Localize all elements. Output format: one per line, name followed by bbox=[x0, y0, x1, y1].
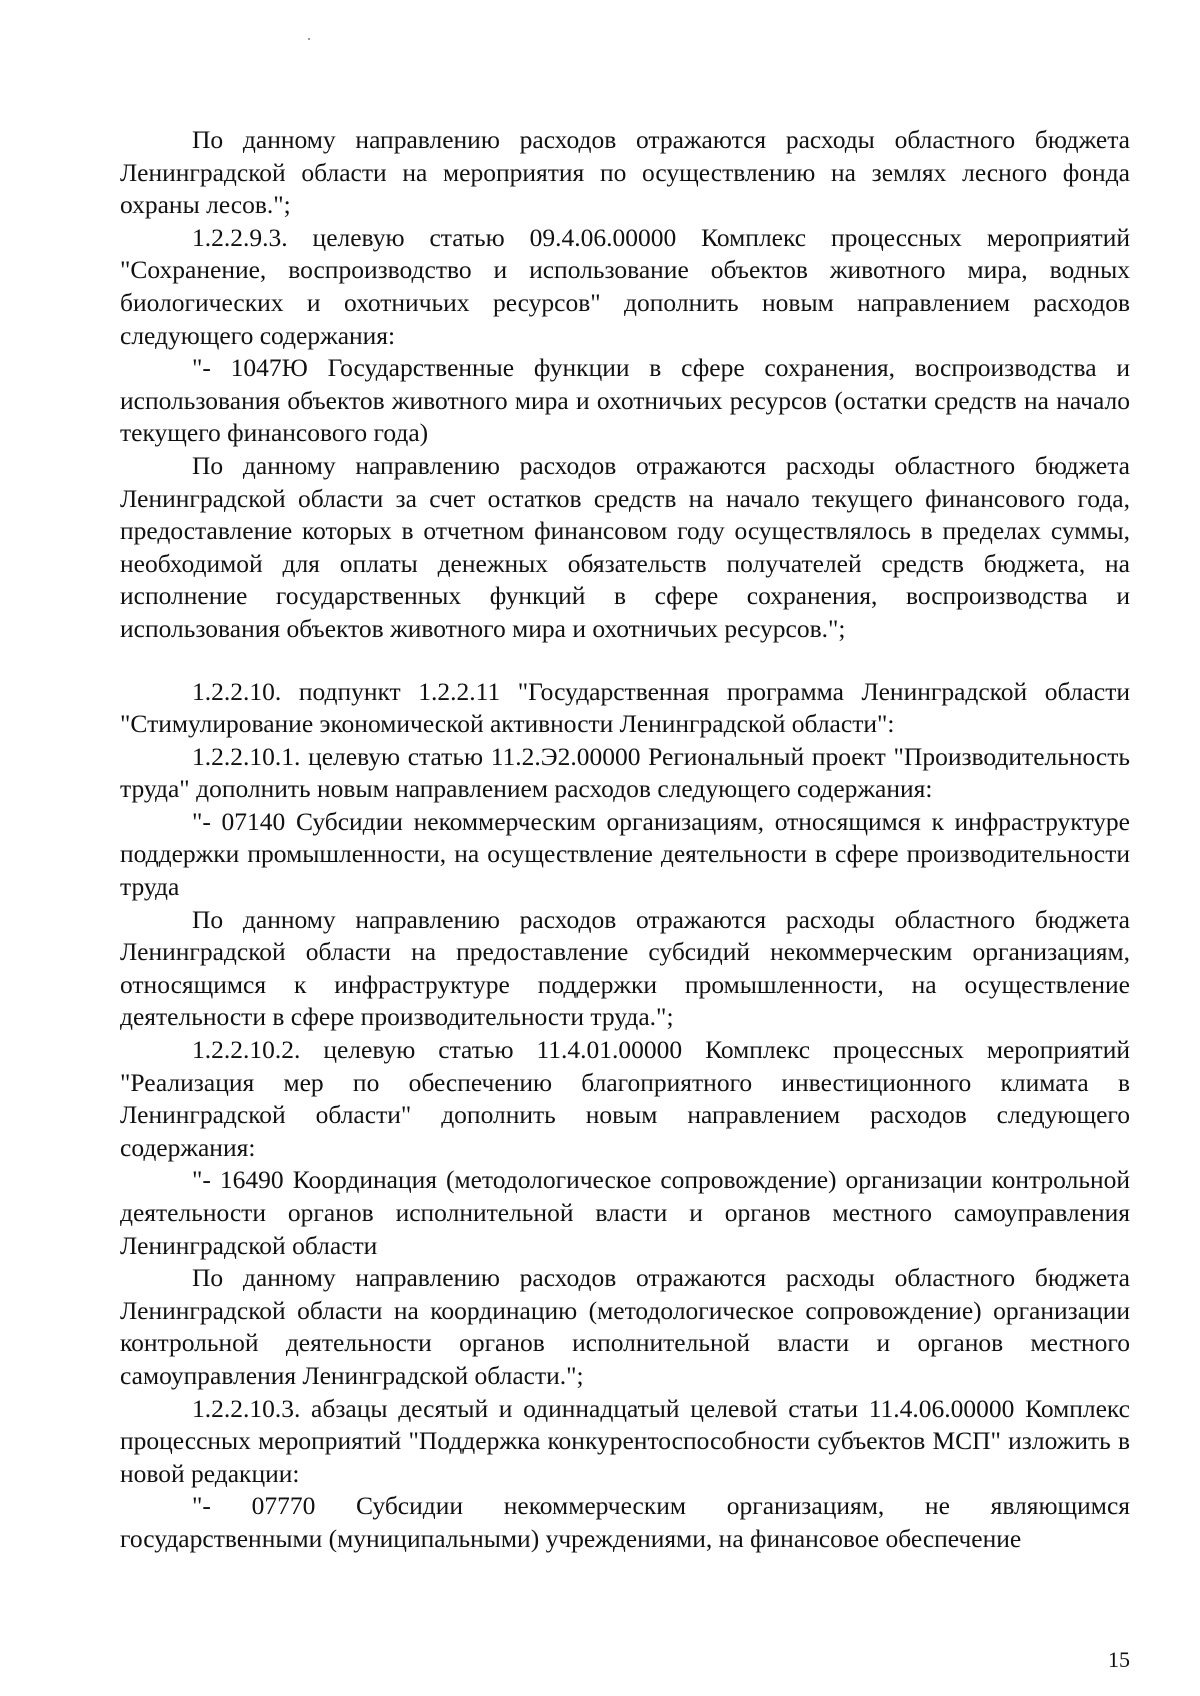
paragraph-expense-07140: "- 07140 Субсидии некоммерческим организациям, относящимся к инфраструктуре поддержки промышленности, на осуществление деятельности в сфере производительности труда bbox=[120, 806, 1130, 902]
paragraph-expense-1047u-note: По данному направлению расходов отражаются расходы областного бюджета Ленинградской области за счет остатков средств на начало текущего финансового года, предоставление которых в отчетном финансовом году осуществлялось в пределах суммы, необходимой для оплаты денежных обязательств получателей средств бюджета, на исполнение государственных функций в сфере сохранения, воспроизводства и использования объектов животного мира и охотничьих ресурсов."; bbox=[120, 450, 1130, 643]
paragraph-target-article-11-2-e2: 1.2.2.10.1. целевую статью 11.2.Э2.00000 Региональный проект "Производительность труда" дополнить новым направлением расходов следующего содержания: bbox=[120, 741, 1130, 804]
paragraph-expense-16490-note: По данному направлению расходов отражаются расходы областного бюджета Ленинградской области на координацию (методологическое сопровождение) организации контрольной деятельности органов исполнительной власти и органов местного самоуправления Ленинградской области."; bbox=[120, 1263, 1130, 1390]
page-number: 15 bbox=[1108, 1647, 1130, 1672]
paragraph-expense-07140-note: По данному направлению расходов отражаются расходы областного бюджета Ленинградской области на предоставление субсидий некоммерческим организациям, относящимся к инфраструктуре поддержки промышленности, на осуществление деятельности в сфере производительности труда."; bbox=[120, 904, 1130, 1032]
paragraph-target-article-11-4-06: 1.2.2.10.3. абзацы десятый и одиннадцатый целевой статьи 11.4.06.00000 Комплекс процессных мероприятий "Поддержка конкурентоспособности субъектов МСП" изложить в новой редакции: bbox=[120, 1393, 1130, 1488]
paragraph-target-article-09-4-06: 1.2.2.9.3. целевую статью 09.4.06.00000 Комплекс процессных мероприятий "Сохранение, воспроизводство и использование объектов животного мира, водных биологических и охотничьих ресурсов" дополнить новым направлением расходов следующего содержания: bbox=[120, 222, 1130, 350]
paragraph-forest-protection-note: По данному направлению расходов отражаются расходы областного бюджета Ленинградской области на мероприятия по осуществлению на землях лесного фонда охраны лесов."; bbox=[120, 125, 1130, 220]
scan-speck bbox=[308, 38, 310, 40]
paragraph-subclause-1-2-2-10: 1.2.2.10. подпункт 1.2.2.11 "Государственная программа Ленинградской области "Стимулирование экономической активности Ленинградской области": bbox=[120, 676, 1130, 739]
paragraph-gap bbox=[120, 646, 1130, 676]
paragraph-expense-1047u: "- 1047Ю Государственные функции в сфере сохранения, воспроизводства и использования объектов животного мира и охотничьих ресурсов (остатки средств на начало текущего финансового года) bbox=[120, 353, 1130, 448]
paragraph-expense-16490: "- 16490 Координация (методологическое сопровождение) организации контрольной деятельности органов исполнительной власти и органов местного самоуправления Ленинградской области bbox=[120, 1165, 1130, 1260]
paragraph-expense-07770: "- 07770 Субсидии некоммерческим организациям, не являющимся государственными (муниципальными) учреждениями, на финансовое обеспечение bbox=[120, 1491, 1130, 1553]
paragraph-target-article-11-4-01: 1.2.2.10.2. целевую статью 11.4.01.00000 Комплекс процессных мероприятий "Реализация мер по обеспечению благоприятного инвестиционного климата в Ленинградской области" дополнить новым направлением расходов следующего содержания: bbox=[120, 1035, 1130, 1162]
document-body bbox=[120, 124, 1130, 1556]
